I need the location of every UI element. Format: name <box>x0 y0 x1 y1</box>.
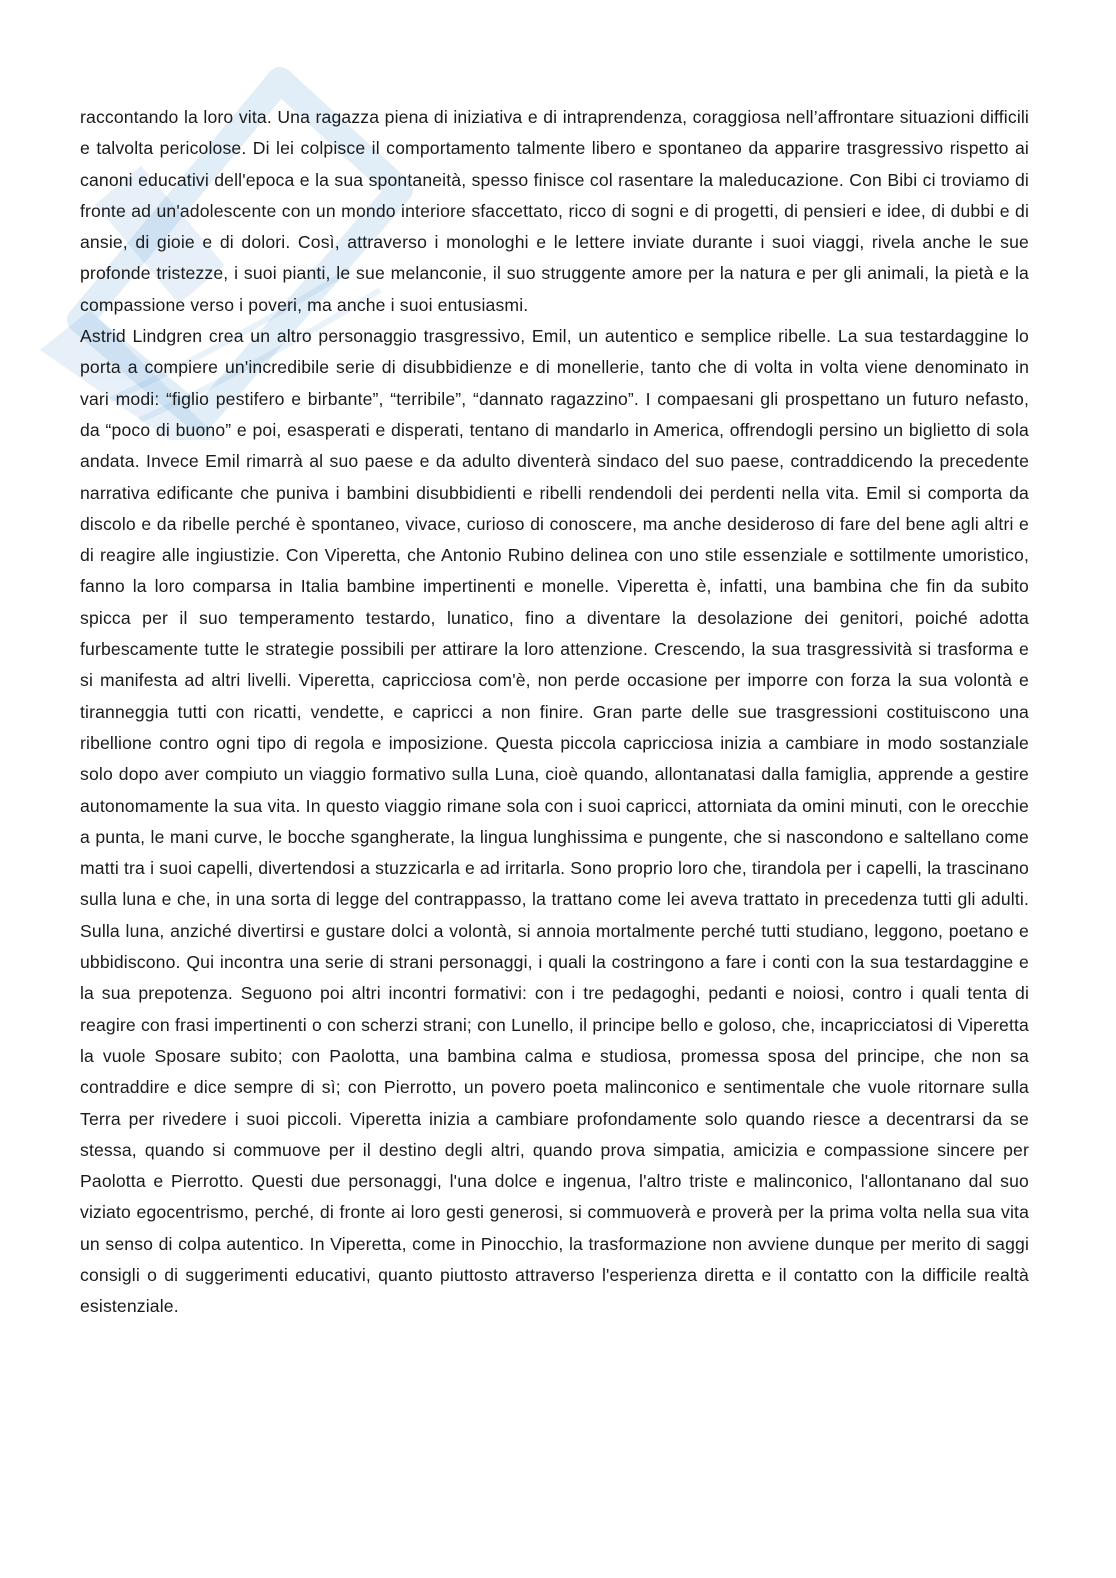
paragraph-bibi: raccontando la loro vita. Una ragazza piena di iniziativa e di intraprendenza, coraggiosa nell’affrontare situazioni difficili e talvolta pericolose. Di lei colpisce il comportamento talmente libero e spontaneo da apparire trasgressivo rispetto ai canoni educativi dell'epoca e la sua spontaneità, spesso finisce col rasentare la maleducazione. Con Bibi ci troviamo di fronte ad un'adolescente con un mondo interiore sfaccettato, ricco di sogni e di progetti, di pensieri e idee, di dubbi e di ansie, di gioie e di dolori. Così, attraverso i monologhi e le lettere inviate durante i suoi viaggi, rivela anche le sue profonde tristezze, i suoi pianti, le sue melanconie, il suo struggente amore per la natura e per gli animali, la pietà e la compassione verso i poveri, ma anche i suoi entusiasmi. <box>80 107 1029 315</box>
paragraph-emil-viperetta: Astrid Lindgren crea un altro personaggio trasgressivo, Emil, un autentico e semplice ribelle. La sua testardaggine lo porta a compiere un'incredibile serie di disubbidienze e di monellerie, tanto che di volta in volta viene denominato in vari modi: “figlio pestifero e birbante”, “terribile”, “dannato ragazzino”. I compaesani gli prospettano un futuro nefasto, da “poco di buono” e poi, esasperati e disperati, tentano di mandarlo in America, offrendogli persino un biglietto di sola andata. Invece Emil rimarrà al suo paese e da adulto diventerà sindaco del suo paese, contraddicendo la precedente narrativa edificante che puniva i bambini disubbidienti e ribelli rendendoli dei perdenti nella vita. Emil si comporta da discolo e da ribelle perché è spontaneo, vivace, curioso di conoscere, ma anche desideroso di fare del bene agli altri e di reagire alle ingiustizie. Con Viperetta, che Antonio Rubino delinea con uno stile essenziale e sottilmente umoristico, fanno la loro comparsa in Italia bambine impertinenti e monelle. Viperetta è, infatti, una bambina che fin da subito spicca per il suo temperamento testardo, lunatico, fino a diventare la desolazione dei genitori, poiché adotta furbescamente tutte le strategie possibili per attirare la loro attenzione. Crescendo, la sua trasgressività si trasforma e si manifesta ad altri livelli. Viperetta, capricciosa com'è, non perde occasione per imporre con forza la sua volontà e tiranneggia tutti con ricatti, vendette, e capricci a non finire. Gran parte delle sue trasgressioni costituiscono una ribellione contro ogni tipo di regola e imposizione. Questa piccola capricciosa inizia a cambiare in modo sostanziale solo dopo aver compiuto un viaggio formativo sulla Luna, cioè quando, allontanatasi dalla famiglia, apprende a gestire autonomamente la sua vita. In questo viaggio rimane sola con i suoi capricci, attorniata da omini minuti, con le orecchie a punta, le mani curve, le bocche sgangherate, la lingua lunghissima e pungente, che si nascondono e saltellano come matti tra i suoi capelli, divertendosi a stuzzicarla e ad irritarla. Sono proprio loro che, tirandola per i capelli, la trascinano sulla luna e che, in una sorta di legge del contrappasso, la trattano come lei aveva trattato in precedenza tutti gli adulti. Sulla luna, anziché divertirsi e gustare dolci a volontà, si annoia mortalmente perché tutti studiano, leggono, poetano e ubbidiscono. Qui incontra una serie di strani personaggi, i quali la costringono a fare i conti con la sua testardaggine e la sua prepotenza. Seguono poi altri incontri formativi: con i tre pedagoghi, pedanti e noiosi, contro i quali tenta di reagire con frasi impertinenti o con scherzi strani; con Lunello, il principe bello e goloso, che, incapricciatosi di Viperetta la vuole Sposare subito; con Paolotta, una bambina calma e studiosa, promessa sposa del principe, che non sa contraddire e dice sempre di sì; con Pierrotto, un povero poeta malinconico e sentimentale che vuole ritornare sulla Terra per rivedere i suoi piccoli. Viperetta inizia a cambiare profondamente solo quando riesce a decentrarsi da se stessa, quando si commuove per il destino degli altri, quando prova simpatia, amicizia e compassione sincere per Paolotta e Pierrotto. Questi due personaggi, l'una dolce e ingenua, l'altro triste e malinconico, l'allontanano dal suo viziato egocentrismo, perché, di fronte ai loro gesti generosi, si commuoverà e proverà per la prima volta nella sua vita un senso di colpa autentico. In Viperetta, come in Pinocchio, la trasformazione non avviene dunque per merito di saggi consigli o di suggerimenti educativi, quanto piuttosto attraverso l'esperienza diretta e il contatto con la difficile realtà esistenziale. <box>80 326 1029 1317</box>
document-body <box>80 102 1029 1323</box>
